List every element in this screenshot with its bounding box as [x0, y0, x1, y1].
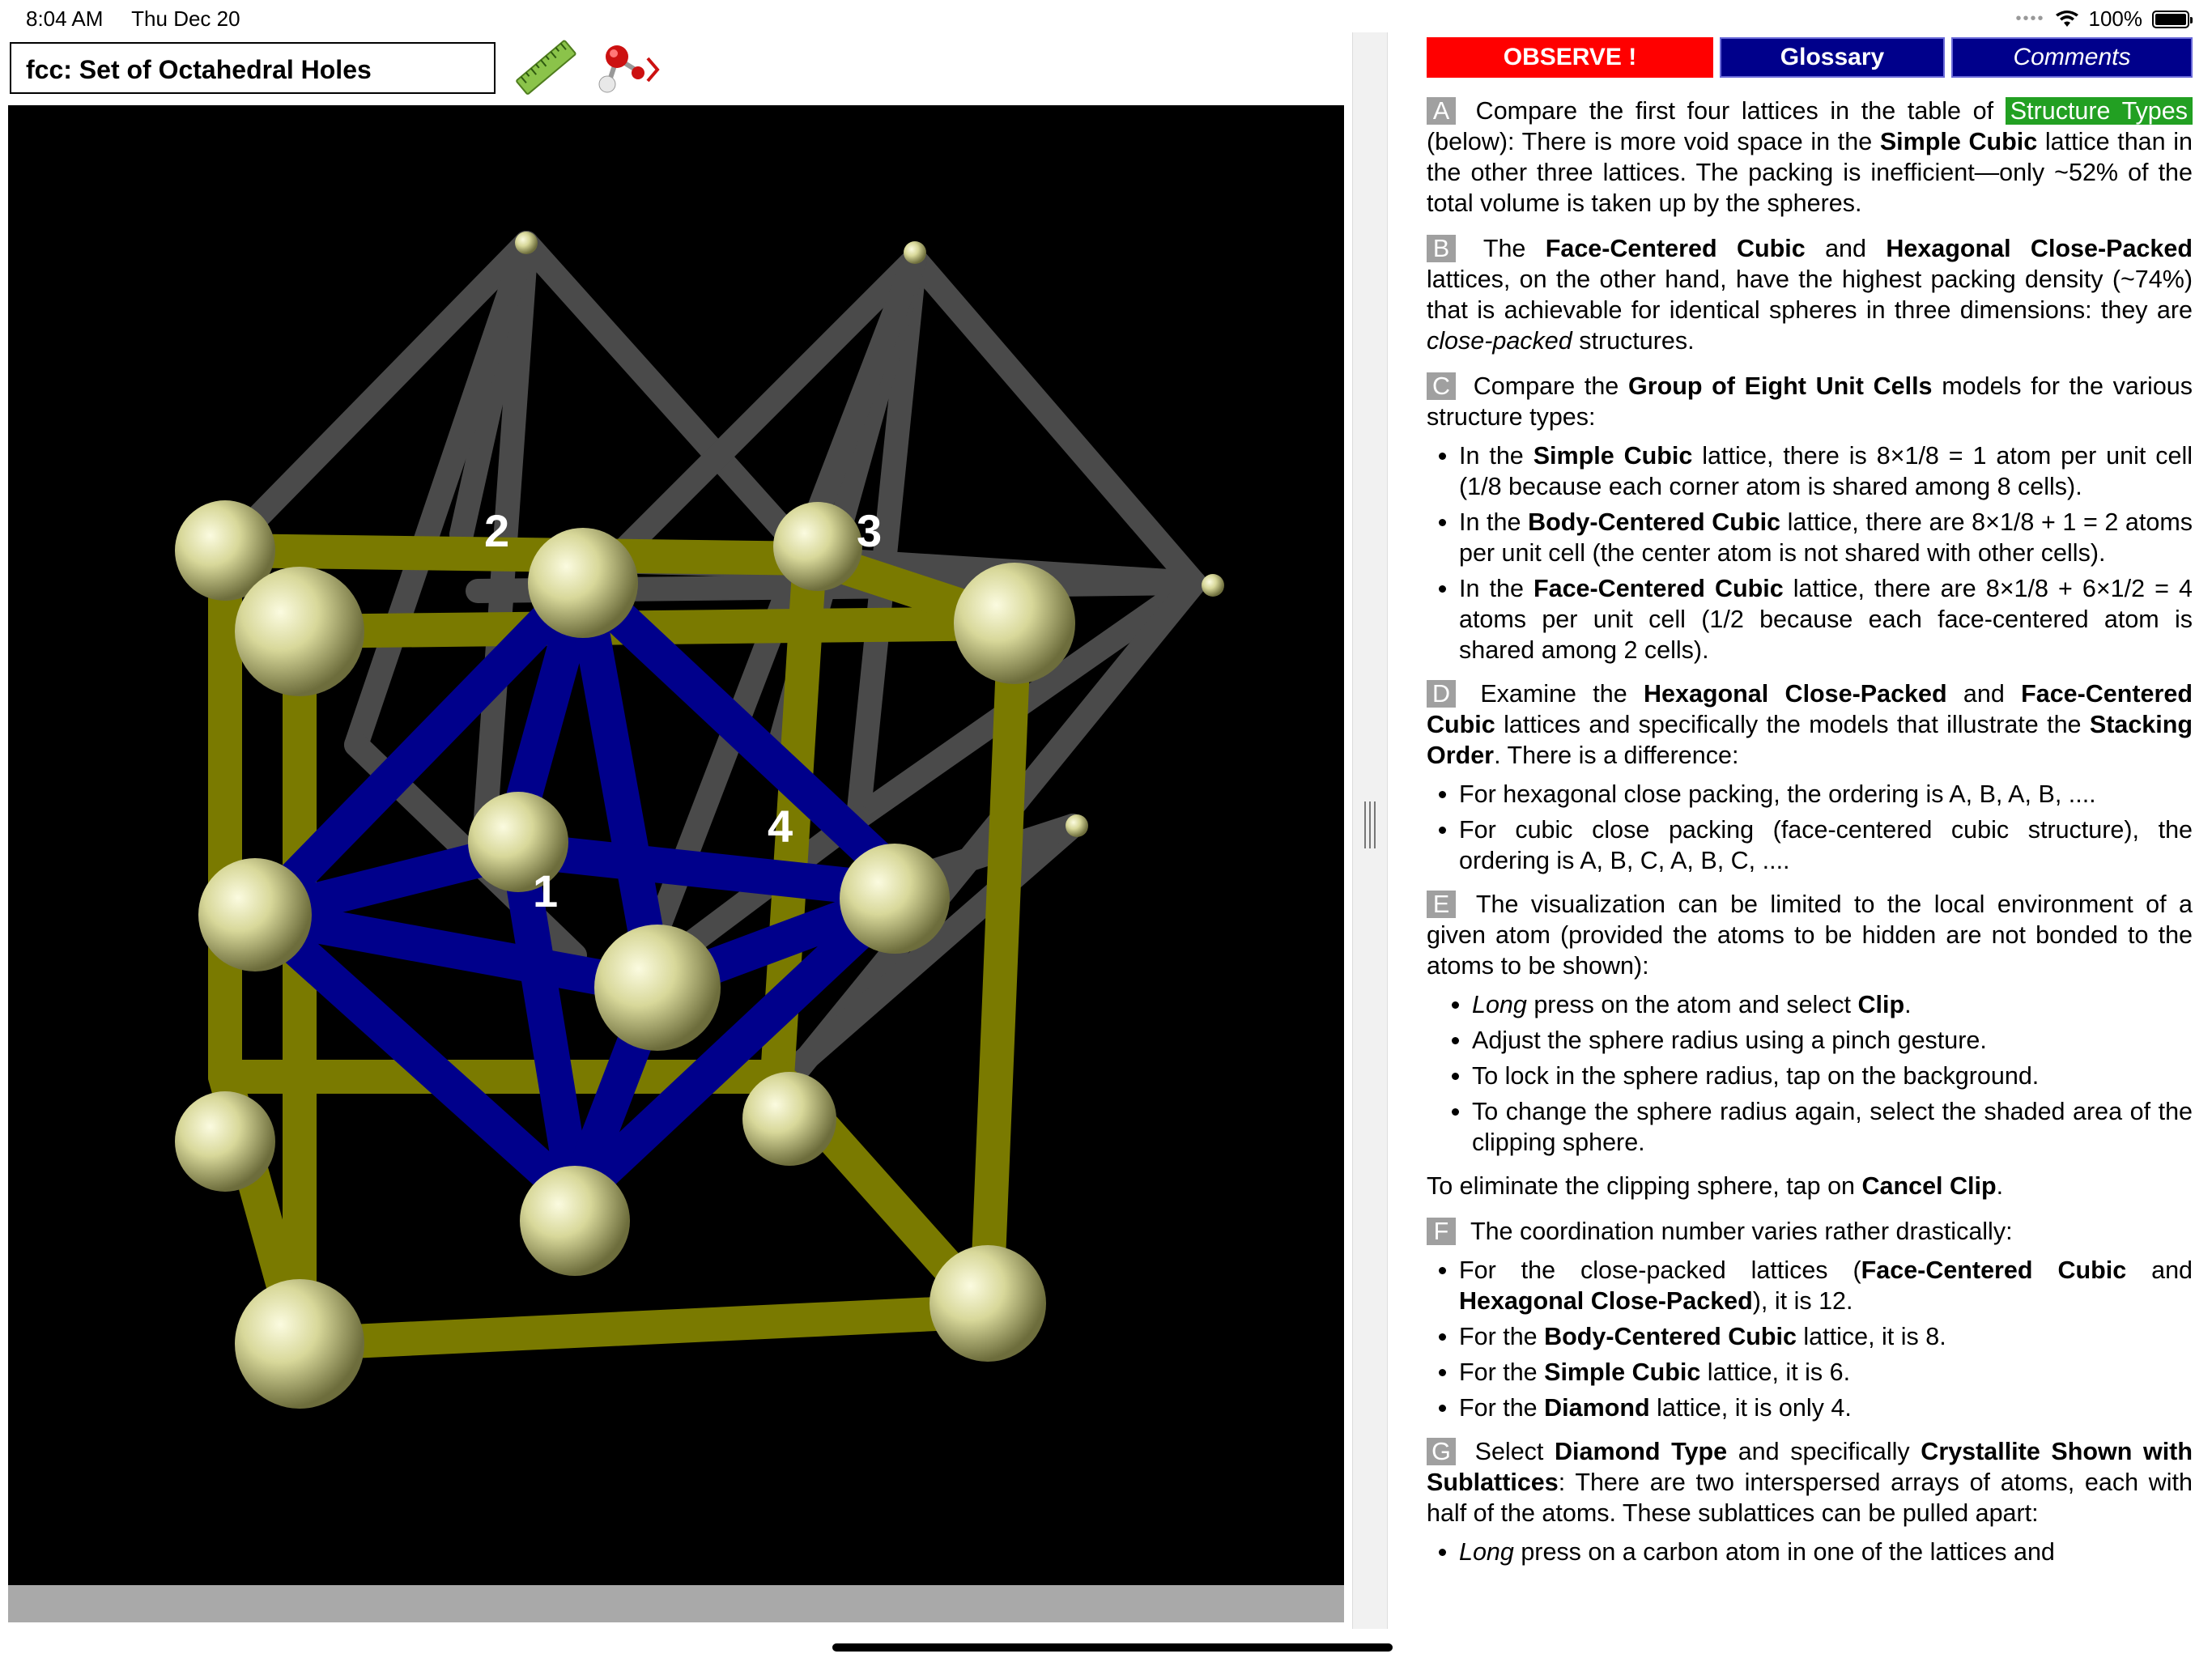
text: . [1904, 991, 1912, 1018]
term-italic: Long [1459, 1538, 1514, 1566]
list-item: • For cubic close packing (face-centered cubic structure), the ordering is A, B, C, A, B, C, .... [1459, 814, 2193, 876]
term: Face-Centered Cubic [1861, 1256, 2127, 1284]
list-item [1472, 989, 2193, 1020]
section-e [1427, 889, 2193, 981]
section-letter: E [1427, 891, 1456, 918]
text: The [1482, 235, 1526, 262]
viewer-footer-bar [8, 1585, 1344, 1622]
text: press on a carbon atom in one of the lattices and [1521, 1538, 2055, 1566]
section-e-list [1427, 989, 2193, 1158]
atom[interactable] [1066, 814, 1088, 837]
observe-content[interactable] [1427, 96, 2193, 1624]
term: Crystallite Shown with Sublattices [1427, 1438, 2193, 1496]
term: Cancel Clip [1861, 1172, 1997, 1200]
list-item [1459, 440, 2193, 502]
term: Body-Centered Cubic [1544, 1323, 1797, 1350]
section-letter: B [1427, 235, 1456, 262]
list-item: • To lock in the sphere radius, tap on the background. [1472, 1061, 2193, 1091]
atom[interactable] [954, 563, 1075, 684]
text: . There is a difference: [1494, 742, 1739, 769]
text: Compare the [1473, 372, 1619, 400]
text: and [1963, 680, 2005, 708]
atom[interactable] [198, 858, 312, 971]
atom[interactable] [929, 1245, 1046, 1362]
atom[interactable] [235, 567, 364, 696]
list-item [1459, 1255, 2193, 1316]
term-italic: Long [1472, 991, 1527, 1018]
section-letter: A [1427, 97, 1456, 125]
term: Simple Cubic [1533, 442, 1693, 470]
text: The visualization can be limited to the local environment of a given atom (provided the atoms to be hidden are not bonded to the atoms to be shown): [1427, 891, 2193, 980]
atom[interactable] [840, 844, 950, 954]
text: ), it is 12. [1752, 1287, 1853, 1315]
text: lattices, on the other hand, have the highest packing density (~74%) that is achievable for identical spheres in three dimensions: they are [1427, 266, 2193, 324]
text: lattice, it is only 4. [1657, 1394, 1852, 1422]
tab-comments[interactable]: Comments [1951, 37, 2193, 78]
text: The coordination number varies rather drastically: [1470, 1218, 2013, 1245]
structure-types-link[interactable]: Structure Types [2006, 97, 2193, 125]
section-d-list [1427, 779, 2193, 876]
text: and [1825, 235, 1866, 262]
text: Select [1474, 1438, 1544, 1465]
section-b [1427, 233, 2193, 356]
text: and specifically [1738, 1438, 1910, 1465]
text: . [1996, 1172, 2004, 1200]
tab-glossary[interactable]: Glossary [1720, 37, 1945, 78]
list-item: • For hexagonal close packing, the ordering is A, B, A, B, .... [1459, 779, 2193, 810]
molecule-model-icon[interactable] [591, 36, 664, 100]
term: Body-Centered Cubic [1528, 508, 1780, 536]
text: lattice, it is 8. [1803, 1323, 1946, 1350]
term: Group of Eight Unit Cells [1627, 372, 1933, 400]
battery-level [2155, 14, 2186, 25]
text: (below): There is more void space in the [1427, 128, 1873, 155]
home-indicator[interactable] [832, 1643, 1393, 1652]
atom[interactable] [742, 1072, 836, 1166]
atom[interactable] [235, 1279, 364, 1409]
text: lattice, there are 8×1/8 + 1 = 2 atoms per unit cell (the center atom is not shared with other cells). [1459, 508, 2193, 567]
term: Face-Centered Cubic [1427, 680, 2193, 738]
atom[interactable] [1202, 574, 1224, 597]
status-bar [0, 0, 2212, 36]
section-g [1427, 1436, 2193, 1528]
hole-label-4: 4 [768, 801, 793, 852]
text: and [2151, 1256, 2193, 1284]
term: Stacking Order [1427, 711, 2193, 769]
text: lattice, it is 6. [1707, 1358, 1851, 1386]
section-g-list [1427, 1537, 2193, 1567]
list-item [1459, 1537, 2193, 1567]
text: lattice, there are 8×1/8 + 6×1/2 = 4 atoms per unit cell (1/2 because each face-centered atom is shared among 2 cells). [1459, 575, 2193, 664]
hole-label-1: 1 [533, 865, 559, 916]
term: Hexagonal Close-Packed [1644, 680, 1947, 708]
term: Simple Cubic [1879, 128, 2038, 155]
term: Diamond Type [1555, 1438, 1728, 1465]
status-right [2015, 6, 2189, 32]
section-f [1427, 1216, 2193, 1247]
atom[interactable] [520, 1166, 630, 1276]
text: For the [1459, 1323, 1538, 1350]
text: For the [1459, 1394, 1538, 1422]
term: Hexagonal Close-Packed [1459, 1287, 1753, 1315]
term: Face-Centered Cubic [1545, 235, 1806, 262]
term: Face-Centered Cubic [1534, 575, 1784, 602]
text: For the [1459, 1358, 1538, 1386]
list-item [1459, 507, 2193, 568]
term: Simple Cubic [1544, 1358, 1701, 1386]
atom[interactable] [175, 1091, 275, 1192]
term-italic: close-packed [1427, 327, 1572, 355]
split-divider[interactable] [1352, 32, 1388, 1629]
battery-icon [2152, 11, 2189, 28]
term: Hexagonal Close-Packed [1886, 235, 2193, 262]
section-c [1427, 371, 2193, 432]
status-left [26, 6, 263, 32]
cellular-signal-icon: •••• [2015, 10, 2045, 28]
tab-observe[interactable]: OBSERVE ! [1427, 37, 1713, 78]
section-a [1427, 96, 2193, 219]
drag-handle-icon[interactable] [1364, 801, 1376, 848]
atom[interactable] [904, 241, 926, 264]
status-time: 8:04 AM [26, 6, 104, 31]
text: models for the various structure types: [1427, 372, 2193, 431]
section-letter: F [1427, 1218, 1456, 1245]
section-letter: C [1427, 372, 1456, 400]
battery-percent: 100% [2088, 6, 2142, 31]
text: : There are two interspersed arrays of atoms, each with half of the atoms. These sublattices can be pulled apart: [1427, 1469, 2193, 1527]
section-c-list [1427, 440, 2193, 665]
term: Clip [1857, 991, 1905, 1018]
atom[interactable] [594, 925, 721, 1051]
text: For the close-packed lattices ( [1459, 1256, 1861, 1284]
hole-label-2: 2 [484, 505, 510, 556]
text: To eliminate the clipping sphere, tap on [1427, 1172, 1855, 1200]
lattice-rendering[interactable] [8, 105, 1344, 1585]
atom[interactable] [528, 528, 638, 638]
term: Diamond [1544, 1394, 1650, 1422]
section-d [1427, 678, 2193, 771]
text: lattice than in the other three lattices. The packing is inefficient—only ~52% of the total volume is taken up by the spheres. [1427, 128, 2193, 217]
list-item [1459, 1321, 2193, 1352]
text: In the [1459, 508, 1521, 536]
section-letter: G [1427, 1438, 1456, 1465]
list-item: • Adjust the sphere radius using a pinch gesture. [1472, 1025, 2193, 1056]
text: In the [1459, 442, 1524, 470]
section-f-list [1427, 1255, 2193, 1423]
status-date: Thu Dec 20 [131, 6, 240, 31]
text: lattice, there is 8×1/8 = 1 atom per unit cell (1/8 because each corner atom is shared among 8 cells). [1459, 442, 2193, 500]
text: structures. [1579, 327, 1695, 355]
atom[interactable] [773, 502, 862, 591]
atom[interactable] [515, 232, 538, 254]
wifi-icon [2055, 11, 2079, 28]
section-letter: D [1427, 680, 1456, 708]
ruler-icon[interactable] [510, 36, 583, 100]
text: In the [1459, 575, 1524, 602]
list-item [1459, 1357, 2193, 1388]
text: press on the atom and select [1534, 991, 1851, 1018]
text: lattices and specifically the models that illustrate the [1504, 711, 2082, 738]
model-title[interactable]: fcc: Set of Octahedral Holes [10, 42, 496, 94]
molecule-viewer[interactable] [8, 105, 1344, 1585]
info-tabs [1427, 37, 2193, 78]
list-item: • To change the sphere radius again, select the shaded area of the clipping sphere. [1472, 1096, 2193, 1158]
section-e-after [1427, 1171, 2193, 1201]
hole-label-3: 3 [857, 505, 883, 556]
text: Examine the [1480, 680, 1627, 708]
text: Compare the first four lattices in the table of [1475, 97, 1994, 125]
list-item [1459, 573, 2193, 665]
list-item [1459, 1392, 2193, 1423]
